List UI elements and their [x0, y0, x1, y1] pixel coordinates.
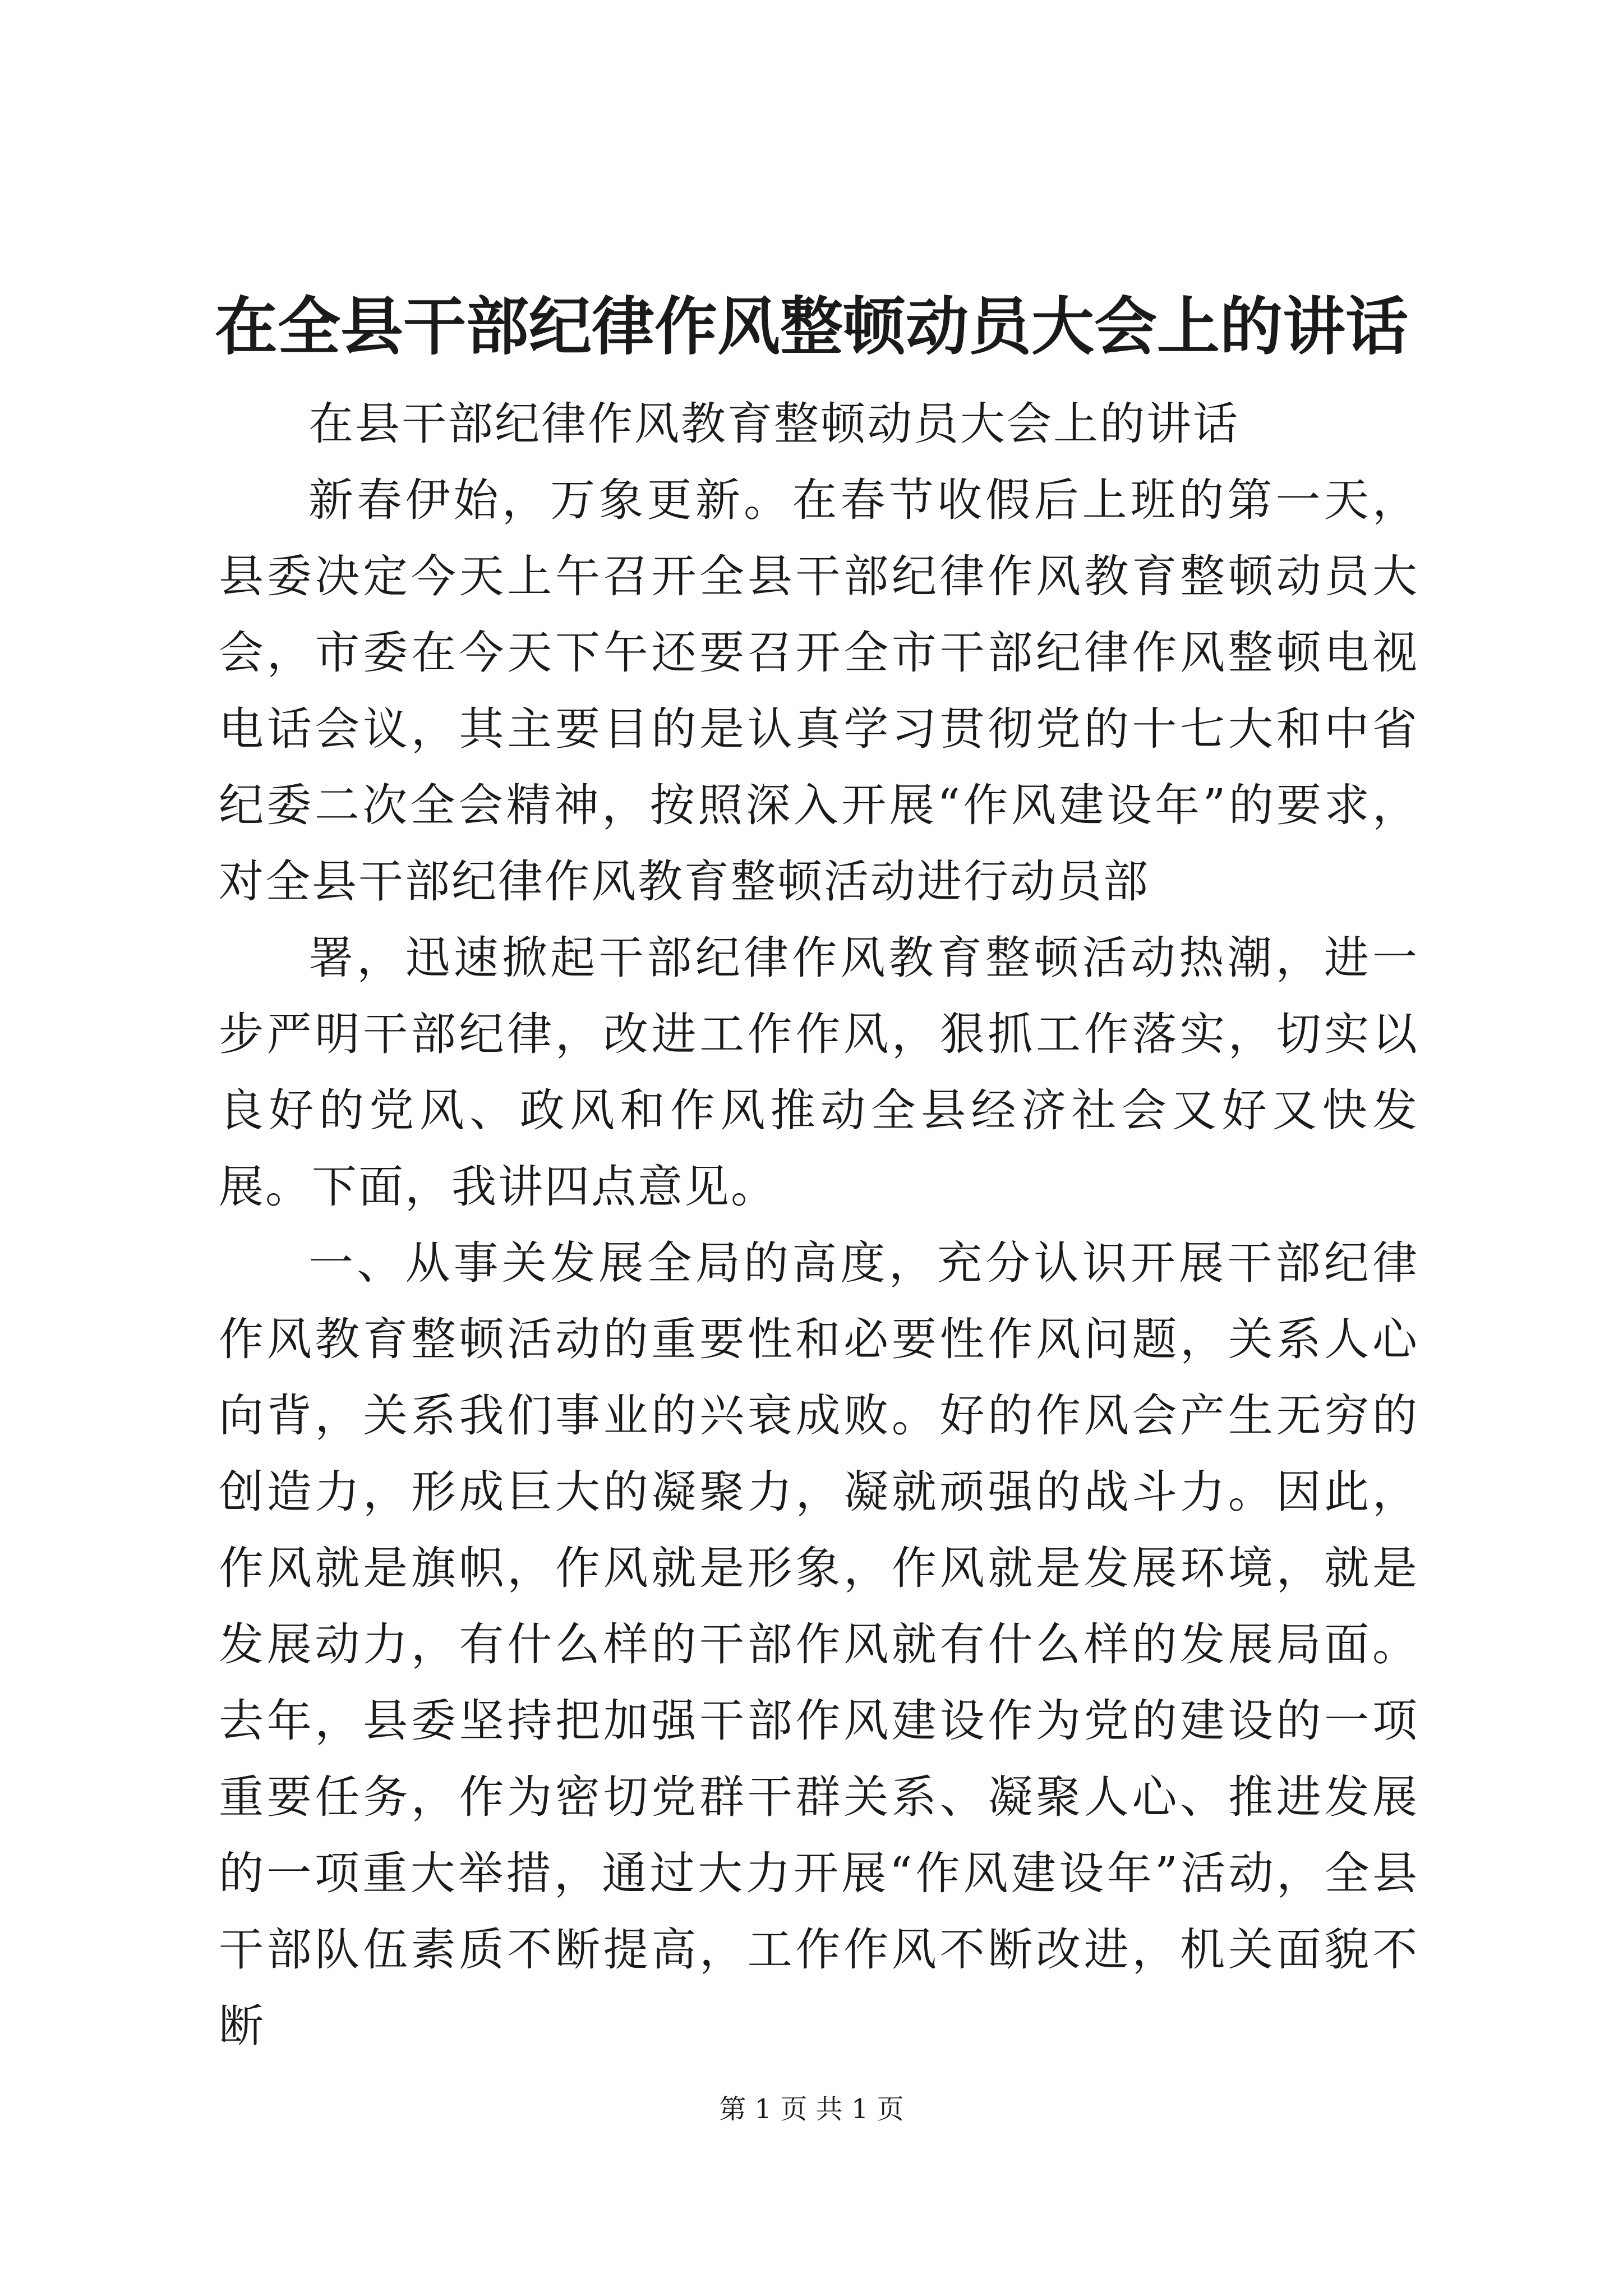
document-title: 在全县干部纪律作风整顿动员大会上的讲话	[215, 290, 1408, 364]
document-body	[219, 386, 1419, 2064]
body-paragraph: 署，迅速掀起干部纪律作风教育整顿活动热潮，进一步严明干部纪律，改进工作作风，狠抓工作落实，切实以良好的党风、政风和作风推动全县经济社会又好又快发展。下面，我讲四点意见。	[219, 932, 1419, 1213]
body-paragraph: 一、从事关发展全局的高度，充分认识开展干部纪律作风教育整顿活动的重要性和必要性作风问题，关系人心向背，关系我们事业的兴衰成败。好的作风会产生无穷的创造力，形成巨大的凝聚力，凝就顽强的战斗力。因此，作风就是旗帜，作风就是形象，作风就是发展环境，就是发展动力，有什么样的干部作风就有什么样的发展局面。去年，县委坚持把加强干部作风建设作为党的建设的一项重要任务，作为密切党群干群关系、凝聚人心、推进发展的一项重大举措，通过大力开展“作风建设年”活动，全县干部队伍素质不断提高，工作作风不断改进，机关面貌不断	[219, 1237, 1419, 2052]
body-paragraph: 新春伊始，万象更新。在春节收假后上班的第一天，县委决定今天上午召开全县干部纪律作风教育整顿动员大会，市委在今天下午还要召开全市干部纪律作风整顿电视电话会议，其主要目的是认真学习贯彻党的十七大和中省纪委二次全会精神，按照深入开展“作风建设年”的要求，对全县干部纪律作风教育整顿活动进行动员部	[219, 474, 1419, 908]
page-number-footer: 第 1 页 共 1 页	[719, 2093, 904, 2125]
subtitle-paragraph: 在县干部纪律作风教育整顿动员大会上的讲话	[308, 398, 1239, 450]
